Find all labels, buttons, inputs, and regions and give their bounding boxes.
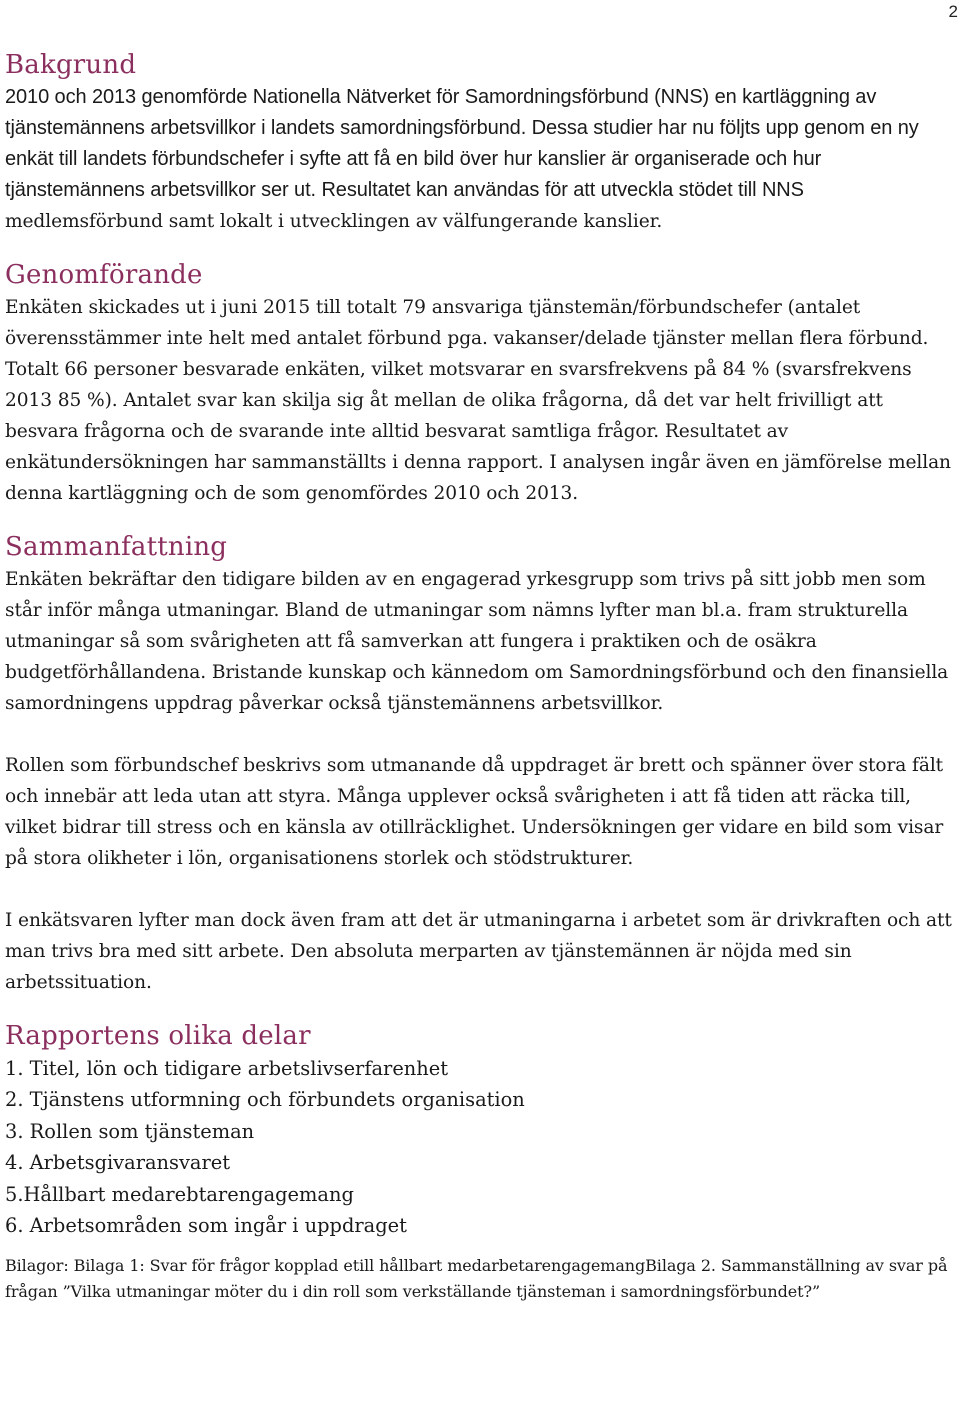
heading-rapportens-delar: Rapportens olika delar bbox=[5, 1021, 311, 1051]
heading-bakgrund: Bakgrund bbox=[5, 50, 137, 80]
section-sammanfattning bbox=[5, 530, 957, 998]
list-item: 4. Arbetsgivaransvaret bbox=[5, 1151, 231, 1175]
list-item: 6. Arbetsområden som ingår i uppdraget bbox=[5, 1214, 407, 1238]
list-item: 3. Rollen som tjänsteman bbox=[5, 1119, 255, 1143]
list-item: 1. Titel, lön och tidigare arbetslivserfarenhet bbox=[5, 1057, 449, 1080]
appendix-footnote: Bilagor: Bilaga 1: Svar för frågor kopplad etill hållbart medarbetarengagemangBilaga 2. Sammanställning av svar på frågan ”Vilka utmaningar möter du i din roll som verkställande tjänsteman i samordningsförbundet?” bbox=[5, 1256, 948, 1302]
heading-genomforande: Genomförande bbox=[5, 260, 203, 290]
sammanfattning-paragraph-3: I enkätsvaren lyfter man dock även fram att det är utmaningarna i arbetet som är drivkraften och att man trivs bra med sitt arbete. Den absoluta merparten av tjänstemännen är nöjda med sin arbetssituation. bbox=[5, 910, 952, 993]
bakgrund-text-sans: 2010 och 2013 genomförde Nationella Nätverket för Samordningsförbund (NNS) en kartläggning av tjänstemännens arbetsvillkor i landets samordningsförbund. Dessa studier har nu följts upp genom en ny enkät till landets förbundschefer i syfte att få en bild över hur kanslier är organiserade och hur tjänstemännens arbetsvillkor ser ut. Resultatet kan användas för att utveckla stödet till NNS bbox=[5, 86, 919, 201]
section-genomforande bbox=[5, 258, 957, 509]
list-item: 2. Tjänstens utformning och förbundets organisation bbox=[5, 1088, 525, 1112]
bakgrund-paragraph bbox=[5, 82, 957, 237]
page-number: 2 bbox=[948, 2, 958, 21]
sammanfattning-paragraph-1: Enkäten bekräftar den tidigare bilden av en engagerad yrkesgrupp som trivs på sitt jobb men som står inför många utmaningar. Bland de utmaningar som nämns lyfter man bl.a. fram strukturella utmaningar så som svårigheten att få samverkan att fungera i praktiken och de osäkra budgetförhållandena. Bristande kunskap och kännedom om Samordningsförbund och den finansiella samordningens uppdrag påverkar också tjänstemännens arbetsvillkor. bbox=[5, 569, 949, 714]
list-item: 5.Hållbart medarebtarengagemang bbox=[5, 1182, 354, 1206]
document-body bbox=[5, 48, 957, 1305]
section-rapportens-delar bbox=[5, 1019, 957, 1241]
bakgrund-text-serif: medlemsförbund samt lokalt i utvecklingen av välfungerande kanslier. bbox=[5, 211, 663, 232]
section-bakgrund bbox=[5, 48, 957, 237]
sammanfattning-paragraph-2: Rollen som förbundschef beskrivs som utmanande då uppdraget är brett och spänner över stora fält och innebär att leda utan att styra. Många upplever också svårigheten i att få tiden att räcka till, vilket bidrar till stress och en känsla av otillräcklighet. Undersökningen ger vidare en bild som visar på stora olikheter i lön, organisationens storlek och stödstrukturer. bbox=[5, 755, 944, 869]
report-parts-list bbox=[5, 1053, 957, 1241]
heading-sammanfattning: Sammanfattning bbox=[5, 532, 228, 562]
genomforande-paragraph: Enkäten skickades ut i juni 2015 till totalt 79 ansvariga tjänstemän/förbundschefer (antalet överensstämmer inte helt med antalet förbund pga. vakanser/delade tjänster mellan flera förbund. Totalt 66 personer besvarade enkäten, vilket motsvarar en svarsfrekvens på 84 % (svarsfrekvens 2013 85 %). Antalet svar kan skilja sig åt mellan de olika frågorna, då det var helt frivilligt att besvara frågorna och de svarande inte alltid besvarat samtliga frågor. Resultatet av enkätundersökningen har sammanställts i denna rapport. I analysen ingår även en jämförelse mellan denna kartläggning och de som genomfördes 2010 och 2013. bbox=[5, 297, 951, 504]
